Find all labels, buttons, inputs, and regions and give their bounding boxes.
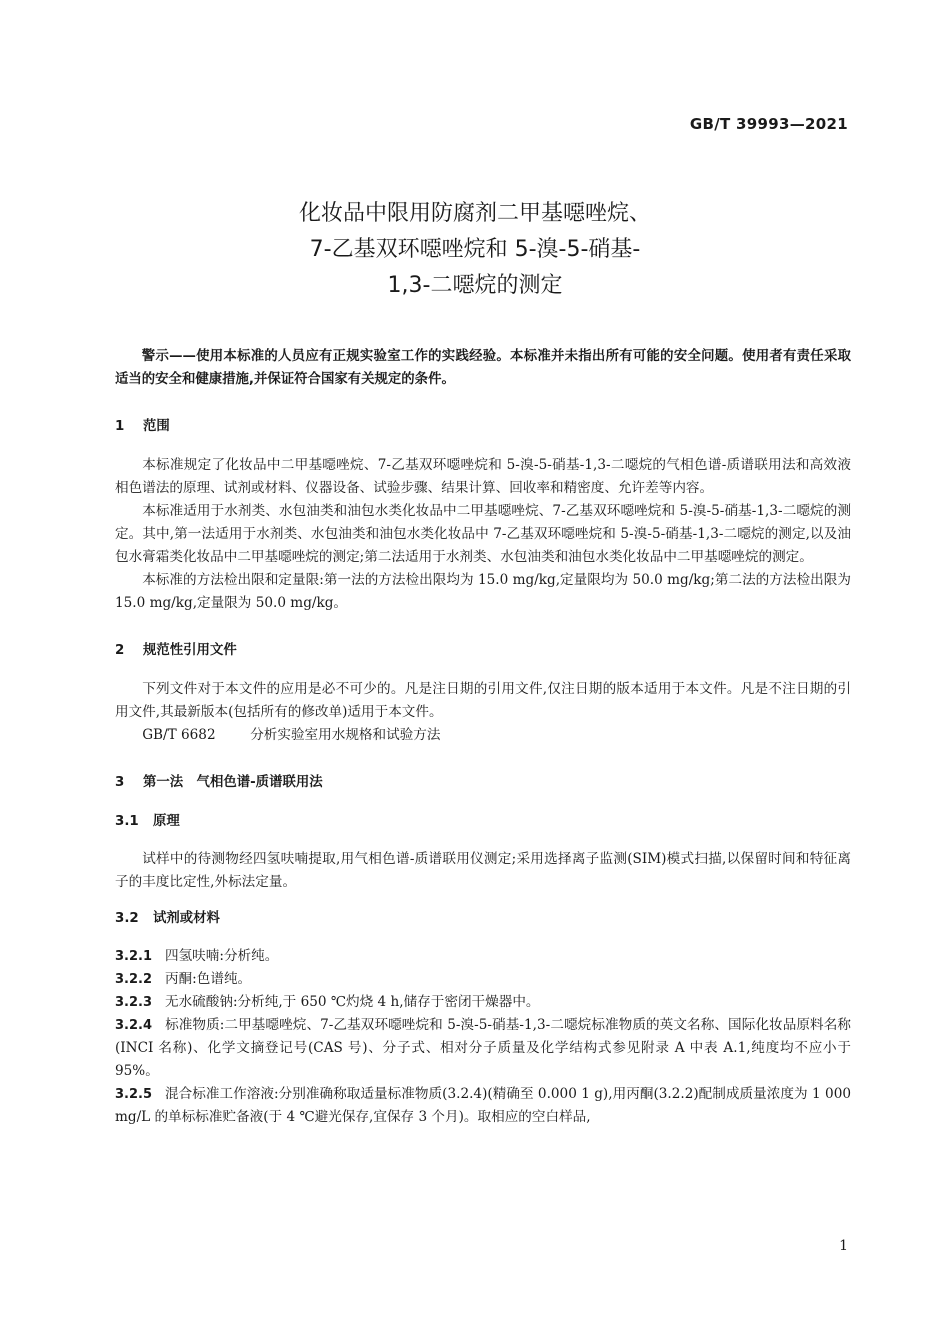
item-text: 丙酮:色谱纯。 (165, 971, 252, 987)
item-number: 3.2.4 (115, 1018, 153, 1033)
document-title (0, 196, 950, 304)
list-item (115, 991, 851, 1014)
section-3-2-heading (115, 907, 851, 930)
list-item (115, 945, 851, 968)
title-line-2: 7-乙基双环噁唑烷和 5-溴-5-硝基- (309, 237, 641, 262)
item-number: 3.2.3 (115, 995, 153, 1010)
reference-title: 分析实验室用水规格和试验方法 (250, 727, 441, 743)
section-3-heading (115, 771, 851, 794)
section-number: 1 (115, 419, 125, 434)
section-title: 试剂或材料 (153, 911, 220, 926)
title-line-1: 化妆品中限用防腐剂二甲基噁唑烷、 (298, 201, 651, 226)
section-1-heading (115, 415, 851, 438)
item-text: 混合标准工作溶液:分别准确称取适量标准物质(3.2.4)(精确至 0.000 1 g),用丙酮(3.2.2)配制成质量浓度为 1 000 mg/L 的单标标准贮备液(于 4 ℃避光保存,宜保存 3 个月)。取相应的空白样品, (115, 1086, 851, 1125)
list-item (115, 1014, 851, 1083)
section-3-1-heading (115, 810, 851, 833)
reference-code: GB/T 6682 (142, 727, 216, 743)
paragraph: 本标准的方法检出限和定量限:第一法的方法检出限均为 15.0 mg/kg,定量限均为 50.0 mg/kg;第二法的方法检出限为 15.0 mg/kg,定量限为 50.0 mg/kg。 (115, 572, 851, 611)
paragraph: 下列文件对于本文件的应用是必不可少的。凡是注日期的引用文件,仅注日期的版本适用于本文件。凡是不注日期的引用文件,其最新版本(包括所有的修改单)适用于本文件。 (115, 681, 851, 720)
warning-paragraph: 警示——使用本标准的人员应有正规实验室工作的实践经验。本标准并未指出所有可能的安全问题。使用者有责任采取适当的安全和健康措施,并保证符合国家有关规定的条件。 (115, 349, 851, 387)
section-title: 规范性引用文件 (143, 643, 237, 658)
standard-code: GB/T 39993—2021 (689, 115, 848, 133)
list-item (115, 968, 851, 991)
section-title: 范围 (143, 419, 170, 434)
item-text: 无水硫酸钠:分析纯,于 650 ℃灼烧 4 h,储存于密闭干燥器中。 (165, 994, 540, 1010)
paragraph: 试样中的待测物经四氢呋喃提取,用气相色谱-质谱联用仪测定;采用选择离子监测(SIM)模式扫描,以保留时间和特征离子的丰度比定性,外标法定量。 (115, 851, 851, 890)
section-title: 第一法 气相色谱-质谱联用法 (143, 775, 323, 790)
section-2-heading (115, 639, 851, 662)
item-text: 四氢呋喃:分析纯。 (165, 948, 279, 964)
paragraph: 本标准适用于水剂类、水包油类和油包水类化妆品中二甲基噁唑烷、7-乙基双环噁唑烷和 5-溴-5-硝基-1,3-二噁烷的测定。其中,第一法适用于水剂类、水包油类和油包水类化妆品中 7-乙基双环噁唑烷和 5-溴-5-硝基-1,3-二噁烷的测定,以及油包水膏霜类化妆品中二甲基噁唑烷的测定;第二法适用于水剂类、水包油类和油包水类化妆品中二甲基噁唑烷的测定。 (115, 503, 851, 565)
item-number: 3.2.2 (115, 972, 153, 987)
section-number: 3.1 (115, 814, 139, 829)
section-number: 3 (115, 775, 125, 790)
list-item (115, 1083, 851, 1129)
item-number: 3.2.1 (115, 949, 153, 964)
document-body (115, 345, 851, 1129)
section-number: 2 (115, 643, 125, 658)
item-text: 标准物质:二甲基噁唑烷、7-乙基双环噁唑烷和 5-溴-5-硝基-1,3-二噁烷标准物质的英文名称、国际化妆品原料名称(INCI 名称)、化学文摘登记号(CAS 号)、分子式、相对分子质量及化学结构式参见附录 A 中表 A.1,纯度均不应小于 95%。 (115, 1017, 851, 1079)
title-line-3: 1,3-二噁烷的测定 (387, 273, 563, 298)
page-number: 1 (839, 1238, 848, 1254)
item-number: 3.2.5 (115, 1087, 153, 1102)
normative-reference (115, 724, 851, 747)
section-number: 3.2 (115, 911, 139, 926)
section-title: 原理 (153, 814, 180, 829)
paragraph: 本标准规定了化妆品中二甲基噁唑烷、7-乙基双环噁唑烷和 5-溴-5-硝基-1,3-二噁烷的气相色谱-质谱联用法和高效液相色谱法的原理、试剂或材料、仪器设备、试验步骤、结果计算、回收率和精密度、允许差等内容。 (115, 457, 851, 496)
